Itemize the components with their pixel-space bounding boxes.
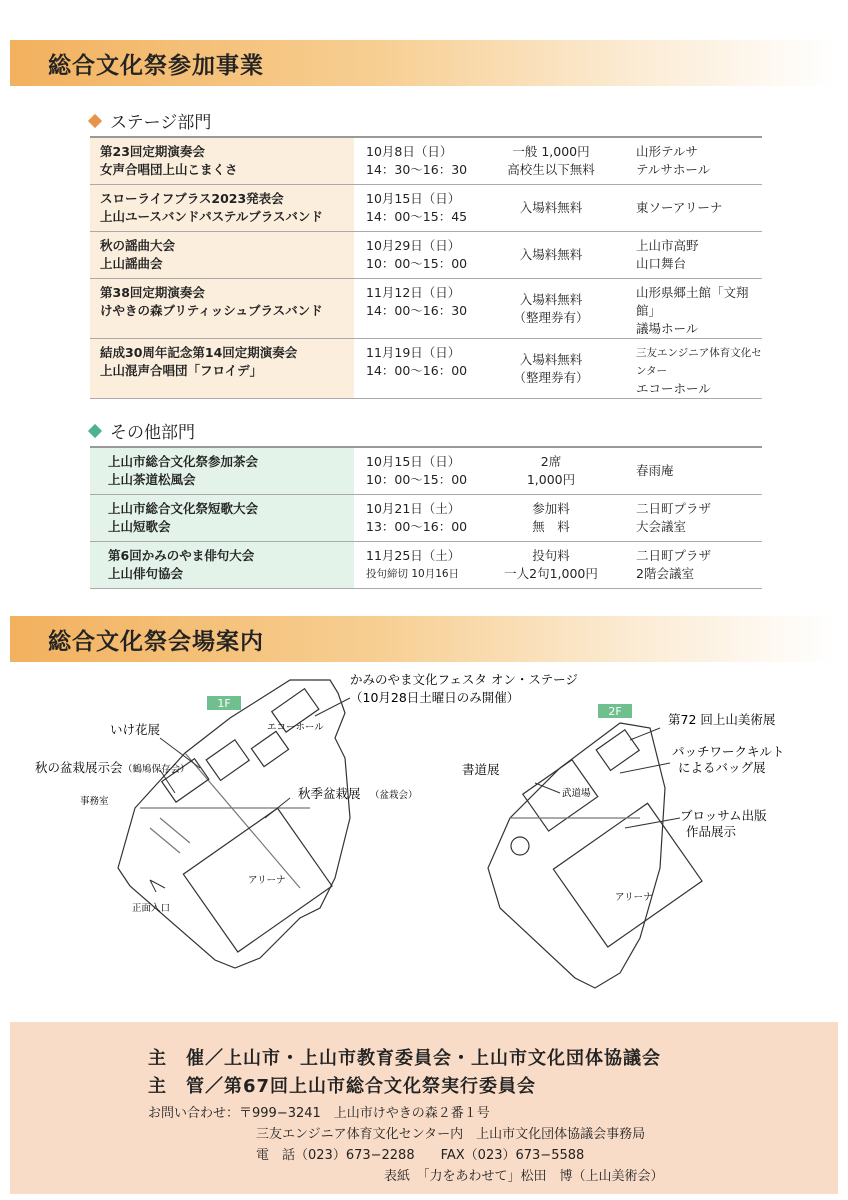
quilt-label-2: によるバッグ展 xyxy=(678,760,766,775)
diamond-icon xyxy=(88,113,102,127)
section-banner-venue xyxy=(10,616,838,662)
blossom-label-2: 作品展示 xyxy=(686,824,737,839)
table-row: 秋の謡曲大会 上山謡曲会 10月29日（日） 10：00～15：00 入場料無料 上山市高野 山口舞台 xyxy=(90,232,762,279)
bonsai-autumn-org: （鶴鳩保存会） xyxy=(123,764,190,775)
floor2-label: 2F xyxy=(608,705,622,718)
seasonal-bonsai-label: 秋季盆栽展 xyxy=(298,786,361,801)
office-line: 三友エンジニア体育文化センター内 上山市文化団体協議会事務局 xyxy=(256,1127,646,1142)
seasonal-bonsai-org: （盆栽会） xyxy=(370,790,418,801)
table-row: 第38回定期演奏会 けやきの森ブリティッシュブラスバンド 11月12日（日） 14：00～16：30 入場料無料 （整理券有） 山形県郷土館「文翔館」 議場ホール xyxy=(90,279,762,339)
blossom-label-1: ブロッサム出版 xyxy=(680,808,767,823)
quilt-label-1: パッチワークキルト xyxy=(672,744,785,759)
art-exhibit-label: 第72 回上山美術展 xyxy=(668,712,776,727)
stage-event-note: （10月28日土曜日のみ開催） xyxy=(350,690,520,705)
venue-map xyxy=(0,668,848,1013)
contact-line: お問い合わせ：〒999−3241 上山市けやきの森２番１号 xyxy=(148,1106,490,1121)
host-line: 主 催／上山市・上山市教育委員会・上山市文化団体協議会 xyxy=(148,1048,661,1069)
table-row: 第23回定期演奏会 女声合唱団上山こまくさ 10月8日（日） 14：30～16：30 一般 1,000円 高校生以下無料 山形テルサ テルサホール xyxy=(90,138,762,185)
section-title: 総合文化祭会場案内 xyxy=(48,628,264,655)
budojo-label: 武道場 xyxy=(562,788,591,799)
footer-info xyxy=(10,1022,838,1194)
floor2-outline xyxy=(488,723,665,988)
bonsai-autumn-label: 秋の盆栽展示会 xyxy=(35,760,123,775)
entrance-label: 正面入口 xyxy=(132,903,171,914)
stage-table xyxy=(90,136,762,399)
table-row: 第6回かみのやま俳句大会 上山俳句協会 11月25日（土） 投句締切 10月16日 投句料 一人2句1,000円 二日町プラザ 2階会議室 xyxy=(90,542,762,589)
entrance-arrow-icon xyxy=(150,880,165,892)
cover-credit: 表紙 「力をあわせて」松田 博（上山美術会） xyxy=(384,1169,664,1184)
arena2-outline xyxy=(553,803,702,947)
calligraphy-label: 書道展 xyxy=(462,762,500,777)
section-title: 総合文化祭参加事業 xyxy=(48,52,264,79)
phone-line: 電 話（023）673−2288 FAX（023）673−5588 xyxy=(256,1148,585,1163)
echo-hall-label: エコーホール xyxy=(267,722,324,733)
table-row: 結成30周年記念第14回定期演奏会 上山混声合唱団「フロイデ」 11月19日（日） 14：00～16：00 入場料無料 （整理券有） 三友エンジニア体育文化センター エコーホール xyxy=(90,339,762,399)
other-table xyxy=(90,446,762,589)
arena2-label: アリーナ xyxy=(615,892,653,903)
office-label: 事務室 xyxy=(80,796,109,807)
table-row: スローライフブラス2023発表会 上山ユースバンドパステルブラスバンド 10月15日（日） 14：00～15：45 入場料無料 東ソーアリーナ xyxy=(90,185,762,232)
other-heading: その他部門 xyxy=(90,418,195,443)
table-row: 上山市総合文化祭短歌大会 上山短歌会 10月21日（土） 13：00～16：00 参加料 無 料 二日町プラザ 大会議室 xyxy=(90,495,762,542)
ikebana-label: いけ花展 xyxy=(110,722,161,737)
stage-heading: ステージ部門 xyxy=(90,108,211,133)
arena1-label: アリーナ xyxy=(248,875,286,886)
table-row: 上山市総合文化祭参加茶会 上山茶道松風会 10月15日（日） 10：00～15：00 2席 1,000円 春雨庵 xyxy=(90,448,762,495)
diamond-icon xyxy=(88,423,102,437)
floor1-label: 1F xyxy=(217,697,231,710)
organizer-line: 主 管／第67回上山市総合文化祭実行委員会 xyxy=(148,1076,537,1097)
section-banner-events xyxy=(10,40,838,86)
stage-event-label: かみのやま文化フェスタ オン・ステージ xyxy=(350,672,578,687)
